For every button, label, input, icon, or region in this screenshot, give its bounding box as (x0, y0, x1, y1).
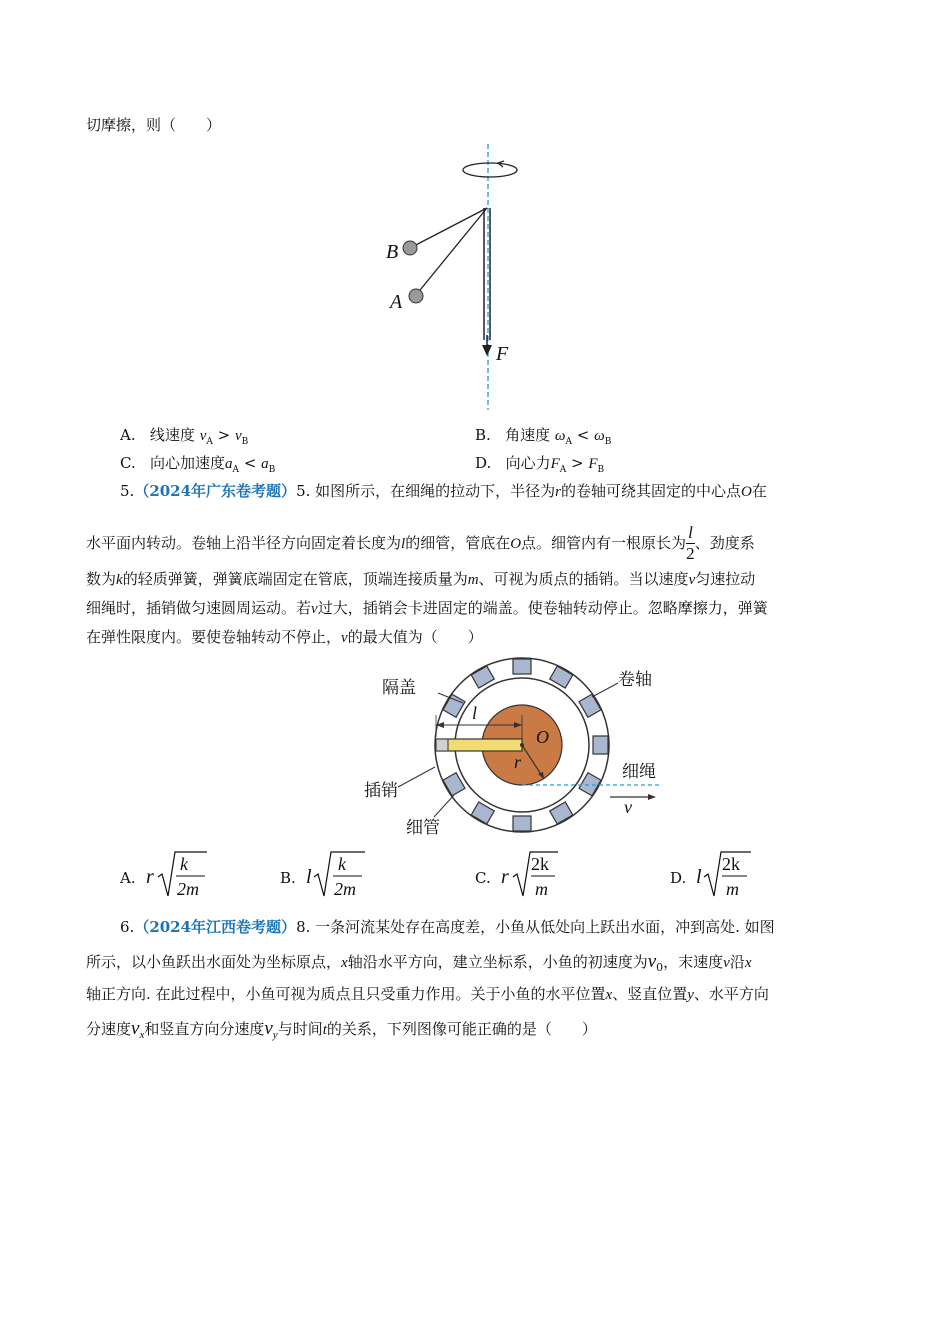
label-gaigai: 隔盖 (382, 678, 416, 698)
ball-b (403, 241, 417, 255)
label-xisheng: 细绳 (622, 762, 656, 782)
label-o: O (536, 727, 549, 747)
figure-rotating-balls (370, 140, 570, 415)
q5-option-a[interactable] (119, 852, 207, 899)
q5-options (110, 846, 810, 906)
svg-text:2m: 2m (334, 879, 356, 899)
q4-option-a[interactable]: A. 线速度 $v_A > v_B$ (120, 426, 249, 447)
thin-tube (436, 739, 522, 751)
svg-text:r: r (146, 866, 154, 888)
ball-a (409, 289, 423, 303)
q5-option-c[interactable] (475, 852, 558, 899)
svg-text:D.: D. (670, 869, 687, 887)
label-chaxiao: 插销 (364, 781, 398, 801)
q5-line-2: 水平面内转动。卷轴上沿半径方向固定着长度为l的细管，管底在O点。细管内有一根原长为 $\frac{l}{2}$ 、劲度系 (86, 523, 755, 564)
q5-line-5: 在弹性限度内。要使卷轴转动不停止，v的最大值为（ ） (86, 628, 483, 646)
svg-text:2m: 2m (177, 879, 199, 899)
svg-text:A.: A. (120, 869, 136, 887)
q5-option-b[interactable] (280, 852, 365, 899)
svg-text:m: m (726, 879, 739, 899)
q6-source: （2024年江西卷考题） (134, 918, 297, 936)
question-4-tail: 切摩擦，则（ ） (86, 116, 222, 134)
string-a (416, 208, 487, 295)
label-xiguan: 细管 (406, 818, 440, 838)
label-a: A (390, 291, 403, 313)
label-l: l (472, 703, 478, 723)
q5-source: （2024年广东卷考题） (134, 482, 297, 500)
q6-line-2: 所示，以小鱼跃出水面处为坐标原点，x轴沿水平方向，建立坐标系，小鱼的初速度为$v_0$，末速度v沿x (86, 951, 752, 974)
string-b (410, 208, 487, 248)
q6-line-4: 分速度$v_x$和竖直方向分速度$v_y$与时间t的关系，下列图像可能正确的是（ ） (86, 1018, 597, 1041)
fraction-l-over-2: $\frac{l}{2}$ (686, 523, 695, 564)
q5-option-d[interactable] (670, 852, 751, 899)
svg-text:k: k (338, 854, 346, 874)
q4-option-b[interactable]: B. 角速度 $\omega_A < \omega_B$ (475, 426, 612, 447)
svg-text:l: l (696, 866, 702, 888)
q5-line-4: 细绳时，插销做匀速圆周运动。若v过大，插销会卡进固定的端盖。使卷轴转动停止。忽略摩擦力，弹簧 (86, 599, 768, 617)
svg-text:2k: 2k (722, 854, 740, 874)
label-juanzhou: 卷轴 (618, 670, 652, 690)
svg-text:2k: 2k (531, 854, 549, 874)
q4-option-d[interactable]: D. 向心力$F_A > F_B$ (475, 454, 605, 475)
svg-text:r: r (501, 866, 509, 888)
label-f: F (496, 343, 509, 365)
q5-line-3: 数为k的轻质弹簧，弹簧底端固定在管底，顶端连接质量为m、可视为质点的插销。当以速度v匀速拉动 (86, 570, 756, 588)
q6-line-3: 轴正方向. 在此过程中，小鱼可视为质点且只受重力作用。关于小鱼的水平位置x、竖直位置y、水平方向 (86, 985, 769, 1003)
q5-line-1: 5.（2024年广东卷考题）5. 如图所示，在细绳的拉动下，半径为r的卷轴可绕其固定的中心点O在 (120, 482, 767, 500)
svg-text:B.: B. (280, 869, 296, 887)
pin (436, 739, 448, 751)
svg-text:C.: C. (475, 869, 491, 887)
label-r: r (514, 752, 522, 772)
rotation-arrow-icon (463, 163, 517, 177)
svg-text:m: m (535, 879, 548, 899)
q4-option-c[interactable]: C. 向心加速度$a_A < a_B$ (120, 454, 276, 475)
svg-text:k: k (180, 854, 188, 874)
label-v: v (624, 797, 632, 817)
svg-text:l: l (306, 866, 312, 888)
label-b: B (386, 241, 399, 263)
figure-reel (360, 655, 680, 840)
q6-line-1: 6.（2024年江西卷考题）8. 一条河流某处存在高度差，小鱼从低处向上跃出水面，冲到高处. 如图 (120, 918, 775, 936)
